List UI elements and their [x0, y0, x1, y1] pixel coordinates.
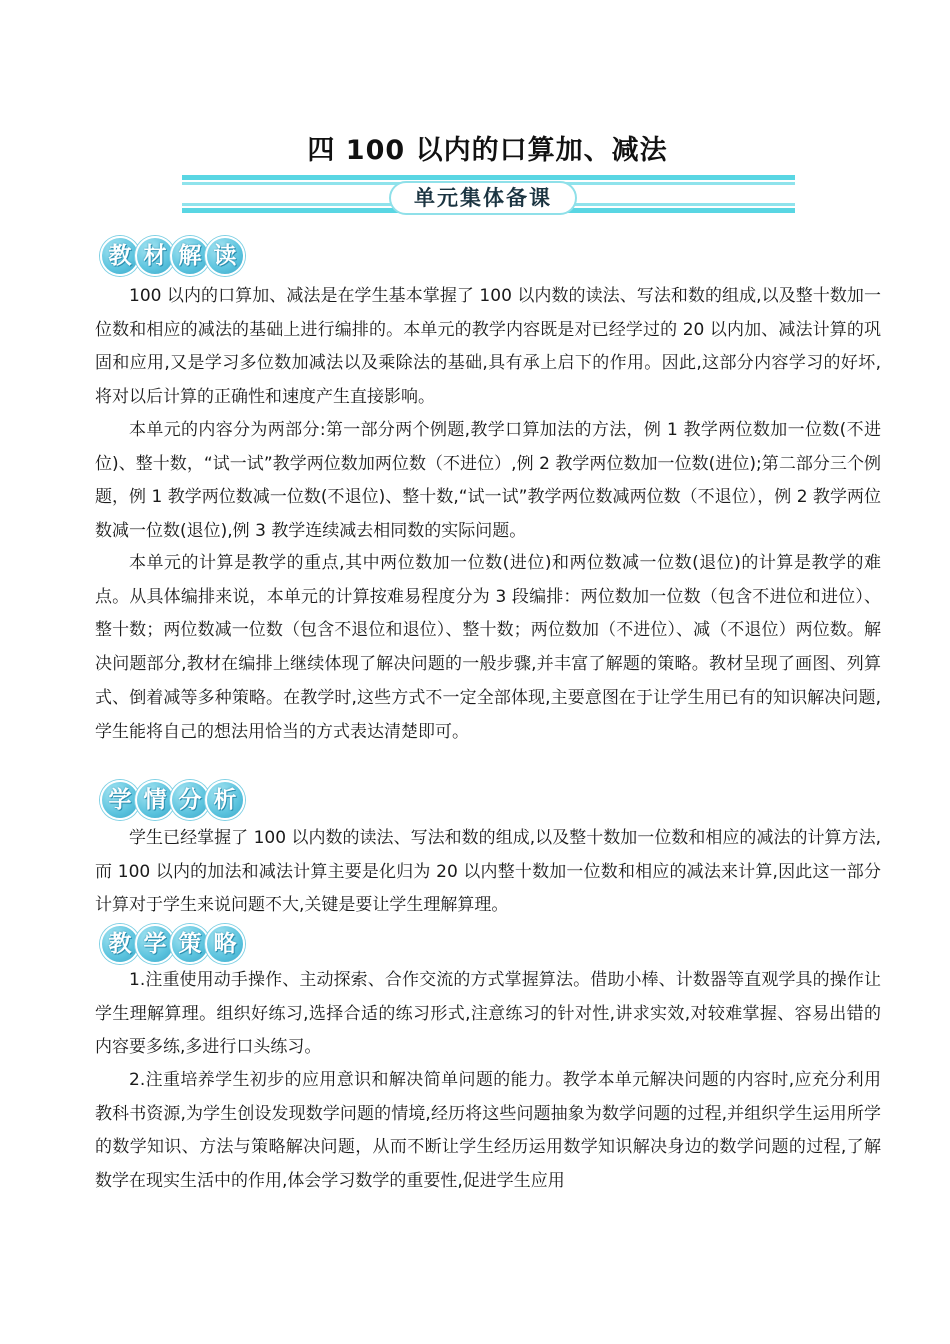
heading-char: 学: [135, 924, 175, 964]
heading-char: 学: [100, 780, 140, 820]
heading-char: 策: [170, 924, 210, 964]
heading-char: 情: [135, 780, 175, 820]
heading-char: 解: [170, 236, 210, 276]
paragraph: 100 以内的口算加、减法是在学生基本掌握了 100 以内数的读法、写法和数的组成,以及整十数加一位数和相应的减法的基础上进行编排的。本单元的教学内容既是对已经学过的 20 以内加、减法计算的巩固和应用,又是学习多位数加减法以及乘除法的基础,具有承上启下的作用。因此,这部分内容学习的好坏,将对以后计算的正确性和速度产生直接影响。: [95, 286, 881, 408]
banner-label: 单元集体备课: [389, 181, 577, 215]
paragraph: 本单元的计算是教学的重点,其中两位数加一位数(进位)和两位数减一位数(退位)的计算是教学的难点。从具体编排来说，本单元的计算按难易程度分为 3 段编排：两位数加一位数（包含不进位和进位）、整十数；两位数减一位数（包含不退位和退位）、整十数；两位数加（不进位）、减（不退位）两位数。解决问题部分,教材在编排上继续体现了解决问题的一般步骤,并丰富了解题的策略。教材呈现了画图、列算式、倒着减等多种策略。在教学时,这些方式不一定全部体现,主要意图在于让学生用已有的知识解决问题,学生能将自己的想法用恰当的方式表达清楚即可。: [95, 553, 881, 742]
heading-char: 教: [100, 236, 140, 276]
unit-banner: [182, 173, 795, 217]
paragraph: 2.注重培养学生初步的应用意识和解决简单问题的能力。教学本单元解决问题的内容时,应充分利用教科书资源,为学生创设发现数学问题的情境,经历将这些问题抽象为数学问题的过程,并组织学生运用所学的数学知识、方法与策略解决问题，从而不断让学生经历运用数学知识解决身边的数学问题的过程,了解数学在现实生活中的作用,体会学习数学的重要性,促进学生应用: [95, 1070, 881, 1192]
heading-char: 分: [170, 780, 210, 820]
paragraph: 本单元的内容分为两部分:第一部分两个例题,教学口算加法的方法，例 1 教学两位数加一位数(不进位)、整十数，“试一试”教学两位数加两位数（不进位）,例 2 教学两位数加一位数(进位);第二部分三个例题，例 1 教学两位数减一位数(不退位)、整十数,“试一试”教学两位数减两位数（不退位），例 2 教学两位数减一位数(退位),例 3 教学连续减去相同数的实际问题。: [95, 420, 881, 542]
heading-char: 略: [205, 924, 245, 964]
heading-char: 材: [135, 236, 175, 276]
heading-char: 读: [205, 236, 245, 276]
paragraph: 学生已经掌握了 100 以内数的读法、写法和数的组成,以及整十数加一位数和相应的减法的计算方法,而 100 以内的加法和减法计算主要是化归为 20 以内整十数加一位数和相应的减法来计算,因此这一部分计算对于学生来说问题不大,关键是要让学生理解算理。: [95, 828, 881, 916]
page-title: 四 100 以内的口算加、减法: [307, 135, 668, 166]
heading-char: 教: [100, 924, 140, 964]
banner-stripe: [182, 175, 795, 180]
heading-char: 析: [205, 780, 245, 820]
paragraph: 1.注重使用动手操作、主动探索、合作交流的方式掌握算法。借助小棒、计数器等直观学具的操作让学生理解算理。组织好练习,选择合适的练习形式,注意练习的针对性,讲求实效,对较难掌握、容易出错的内容要多练,多进行口头练习。: [95, 970, 881, 1058]
